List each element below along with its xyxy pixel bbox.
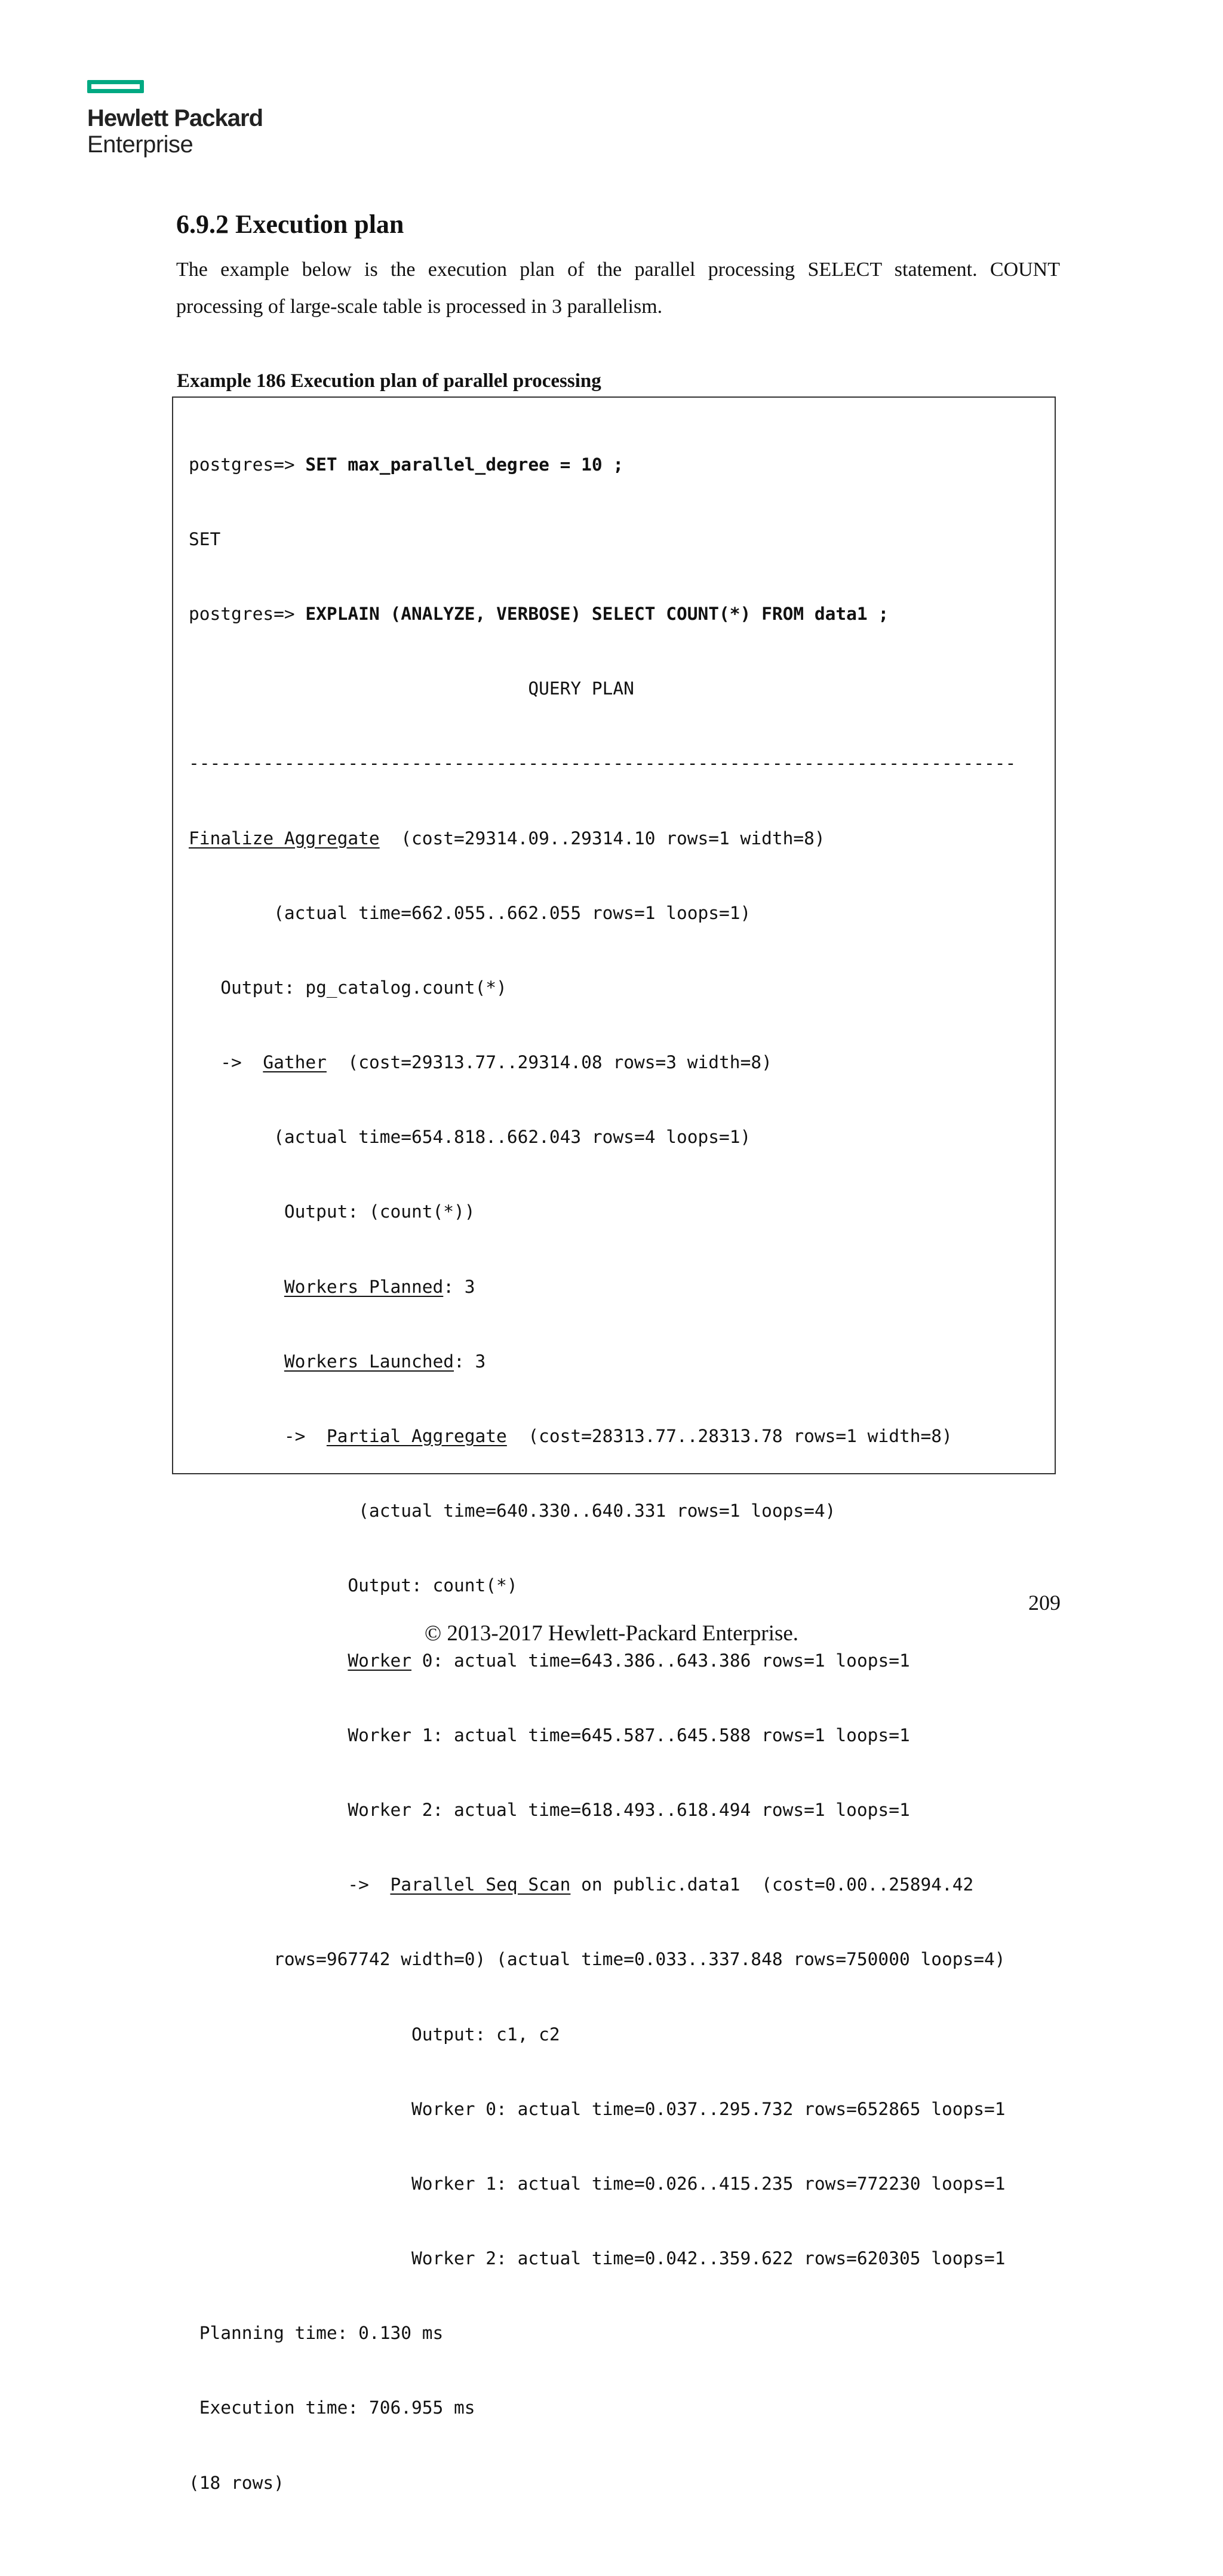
code-line: postgres=> SET max_parallel_degree = 10 ; [189,454,624,475]
logo-mark-icon [87,80,144,93]
code-line: Worker 0: actual time=643.386..643.386 rows=1 loops=1 [348,1650,910,1671]
company-logo [87,80,302,158]
copyright-notice: © 2013-2017 Hewlett-Packard Enterprise. [424,1621,799,1646]
logo-name-line1: Hewlett Packard [87,105,263,131]
plan-node-term: Workers Planned [284,1276,444,1297]
code-line: -> Partial Aggregate (cost=28313.77..28313.78 rows=1 width=8) [189,1426,952,1447]
code-line: QUERY PLAN [189,678,634,699]
logo-name-line2: Enterprise [87,131,193,158]
code-line: postgres=> EXPLAIN (ANALYZE, VERBOSE) SELECT COUNT(*) FROM data1 ; [189,603,889,624]
code-line: -> Parallel Seq Scan on public.data1 (cost=0.00..25894.42 [189,1874,974,1895]
code-line: Worker 2: actual time=618.493..618.494 rows=1 loops=1 [189,1799,910,1820]
intro-paragraph [176,251,1060,325]
intro-line-2: processing of large-scale table is processed in 3 parallelism. [176,296,663,318]
code-line: Planning time: 0.130 ms [189,2323,444,2344]
code-line: (actual time=640.330..640.331 rows=1 loops=4) [189,1501,836,1521]
code-line: (18 rows) [189,2472,284,2493]
plan-node-term: Finalize Aggregate [189,828,380,849]
code-line: Output: pg_catalog.count(*) [189,977,507,998]
page-number: 209 [1028,1591,1061,1615]
code-line: Output: (count(*)) [189,1201,475,1222]
code-line: -> Gather (cost=29313.77..29314.08 rows=3 width=8) [189,1052,772,1073]
plan-node-term: Worker [348,1650,411,1671]
plan-node-term: Parallel Seq Scan [390,1874,571,1895]
example-caption: Example 186 Execution plan of parallel processing [177,370,601,392]
intro-line-1: The example below is the execution plan of the parallel processing SELECT statement. COUNT [176,259,1060,281]
code-line: Workers Launched: 3 [284,1351,486,1372]
code-line: (actual time=654.818..662.043 rows=4 loops=1) [189,1127,751,1148]
code-line: (actual time=662.055..662.055 rows=1 loops=1) [189,902,751,923]
code-line: Execution time: 706.955 ms [189,2397,475,2418]
code-line: Worker 1: actual time=0.026..415.235 rows=772230 loops=1 [189,2173,1006,2194]
code-line: SET [189,528,221,549]
code-line: Worker 1: actual time=645.587..645.588 rows=1 loops=1 [189,1724,910,1745]
plan-node-term: Partial Aggregate [326,1426,507,1447]
code-separator: ------------------------------------------------------------------------------ [189,753,1016,774]
code-line: Output: count(*) [189,1575,518,1596]
code-line: Finalize Aggregate (cost=29314.09..29314.10 rows=1 width=8) [189,828,825,849]
code-line: Output: c1, c2 [189,2024,560,2045]
plan-node-term: Gather [263,1052,327,1073]
code-line: rows=967742 width=0) (actual time=0.033..337.848 rows=750000 loops=4) [189,1949,1006,1970]
plan-node-term: Workers Launched [284,1351,454,1372]
section-heading: 6.9.2 Execution plan [176,210,404,239]
code-line: Worker 0: actual time=0.037..295.732 rows=652865 loops=1 [189,2098,1006,2119]
code-line: Workers Planned: 3 [284,1276,475,1297]
code-block [189,408,1016,2576]
code-line: Worker 2: actual time=0.042..359.622 rows=620305 loops=1 [189,2248,1006,2269]
